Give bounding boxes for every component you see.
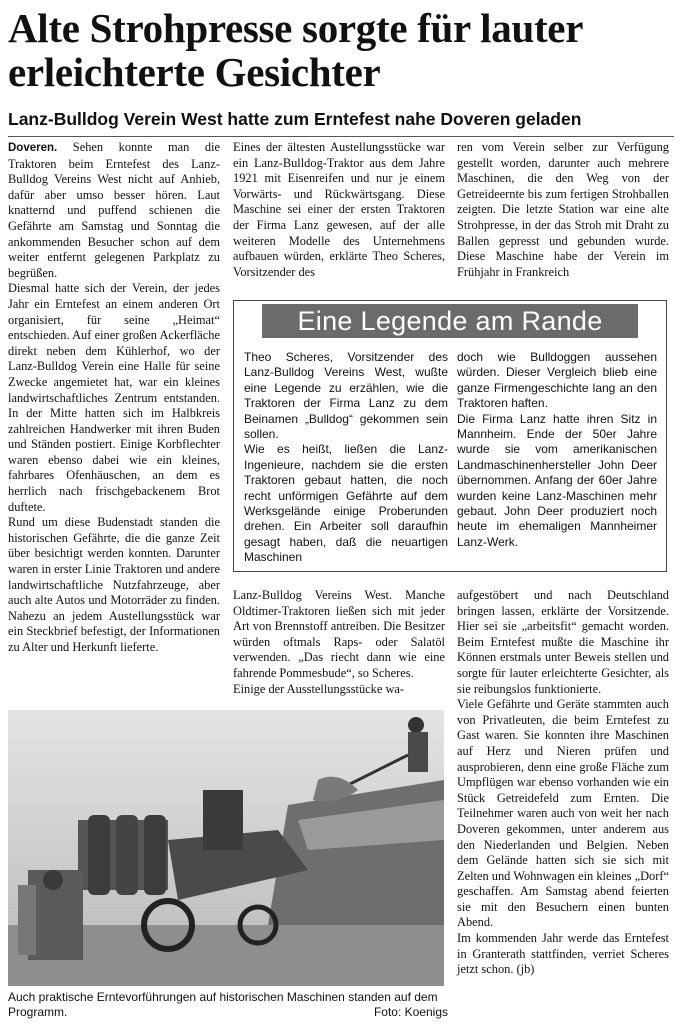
paragraph [457, 931, 669, 978]
author-initials: (jb) [516, 962, 535, 977]
paragraph [8, 140, 220, 281]
paragraph: Viele Gefährte und Geräte stammten auch von Privatleuten, die beim Erntefest zu Gast waren. Sie konnten ihre Maschinen auf Herz und Nieren prüfen und ausprobieren, denn eine große Fläche zum Umpflügen war ebenso vorhanden wie ein Stück Getreidefeld zum Ernten. Die Teilnehmer waren auch von weit her nach Doveren gekommen, unter anderem aus den Niederlanden und Belgien. Neben dem Gelände hatten sich sie sich mit Zelten und Wohnwagen ein kleines „Dorf“ geschaffen. Am Samstag abend feierten sie mit den Besuchern einen bunten Abend. [457, 697, 669, 930]
paragraph-text: Sehen konnte man die Traktoren beim Erntefest des Lanz-Bulldog Vereins West nicht auf Anhieb, dafür aber umso besser hören. Laut knatternd und puffend schienen die Gefährte am Samstag und Sonntag die ankommenden Besucher schon auf dem weiter entfernt gelegenen Parkplatz zu begrüßen. [8, 140, 220, 280]
paragraph: Diesmal hatte sich der Verein, der jedes Jahr ein Erntefest an einem anderen Ort organisiert, für seine „Heimat“ entschieden. Auf einer großen Ackerfläche direkt neben dem Kühlerhof, wo der Lanz-Bulldog Verein eine Halle für seine Zwecke angemietet hat, war ein kleines landwirtschaftliches Zentrum entstanden. In der Mitte hatten sich im Halbkreis zahlreichen Handwerker mit ihren Buden und Ständen postiert. Einige Korbflechter waren ebenso dabei wie ein kleines, fahrbares Ofenhäuschen, an dem es herrlich nach frischgebackenem Brot duftete. [8, 281, 220, 514]
headline: Alte Strohpresse sorgte für lauter erleichterte Gesichter [8, 5, 583, 95]
column-1 [8, 140, 220, 656]
subheadline: Lanz-Bulldog Verein West hatte zum Erntefest nahe Doveren geladen [8, 109, 582, 129]
info-box-right-column [457, 350, 657, 550]
column-3-top [457, 140, 669, 280]
paragraph: Wie es heißt, ließen die Lanz-Ingenieure, nachdem sie die ersten Traktoren gebaut hatten, die noch recht unförmigen Gefährte auf dem Werksgelände einige Proberunden drehen. Ein Arbeiter soll daraufhin gesagt haben, daß die neuartigen Maschinen [244, 442, 448, 565]
photo-harvest-machines [8, 710, 444, 986]
paragraph: Lanz-Bulldog Vereins West. Manche Oldtimer-Traktoren ließen sich mit jeder Art von Brennstoff antreiben. Die Besitzer würden oftmals Raps- oder Salatöl verwenden. „Das riecht dann wie eine fahrende Pommesbude“, so Scheres. [233, 588, 445, 680]
paragraph: Theo Scheres, Vorsitzender des Lanz-Bulldog Vereins West, wußte eine Legende zu erzählen, wie die Traktoren der Firma Lanz zu dem Beinamen „Bulldog“ gekommen sein sollen. [244, 350, 448, 442]
paragraph: ren vom Verein selber zur Verfügung gestellt worden, darunter auch mehrere Maschinen, die den Weg von der Getreideernte bis zum fertigen Strohballen zeigten. Die letzte Station war eine alte Strohpresse, in der das Stroh mit Draht zu Ballen gepresst und gebunden wurde. Diese Maschine habe der Verein im Frühjahr in Frankreich [457, 140, 669, 279]
info-box-title: Eine Legende am Rande [262, 304, 638, 338]
paragraph: aufgestöbert und nach Deutschland bringen lassen, erklärte der Vorsitzende. Hier sei sie „arbeitsfit“ gemacht worden. Beim Erntefest mußte die Maschine ihr Können erstmals unter Beweis stellen und sorgte für lauter erleichterte Gesichter, als sie reibungslos funktionierte. [457, 588, 669, 696]
photo-credit: Foto: Koenigs [373, 1005, 448, 1019]
paragraph: Einige der Ausstellungsstücke wa- [233, 681, 405, 696]
paragraph: doch wie Bulldoggen aussehen würden. Dieser Vergleich blieb eine ganze Firmengeschichte lang an den Traktoren haften. [457, 350, 657, 411]
paragraph: Eines der ältesten Austellungsstücke war ein Lanz-Bulldog-Traktor aus dem Jahre 1921 mit Eisenreifen und nur je einem Vorwärts- und Rückwärtsgang. Diese Maschine sei einer der ersten Traktoren der Firma Lanz gewesen, auf der alle weiteren Modelle des Unternehmens aufbauen würden, erklärte Theo Scheres, Vorsitzender des [233, 140, 445, 279]
paragraph-text: Im kommenden Jahr werde das Erntefest in Granterath stattfinden, verriet Scheres jetzt schon. [457, 931, 669, 977]
paragraph: Die Firma Lanz hatte ihren Sitz in Mannheim. Ende der 50er Jahre wurde sie vom amerikanischen Landmaschinenhersteller John Deer übernommen. Anfang der 60er Jahre wurden keine Lanz-Maschinen mehr gebaut. John Deer produziert noch heute im ehemaligen Mannheimer Lanz-Werk. [457, 411, 657, 549]
column-2-top [233, 140, 445, 280]
photo-illustration [8, 710, 444, 986]
caption-text: Auch praktische Erntevorführungen auf historischen Maschinen standen auf dem Programm. [8, 990, 438, 1019]
dateline: Doveren. [8, 142, 58, 154]
divider [8, 136, 674, 137]
column-3-bottom [457, 588, 669, 978]
photo-caption [8, 990, 448, 1020]
info-box-left-column [244, 350, 448, 566]
column-2-bottom [233, 588, 445, 697]
paragraph: Rund um diese Budenstadt standen die historischen Gefährte, die die ganze Zeit über besichtigt werden konnten. Darunter waren in erster Linie Traktoren und andere landwirtschaftliche Nutzfahrzeuge, aber auch alte Autos und Motorräder zu finden. Nahezu an jedem Austellungsstück war ein Steckbrief befestigt, der Informationen zu Alter und Herkunft lieferte. [8, 515, 220, 654]
